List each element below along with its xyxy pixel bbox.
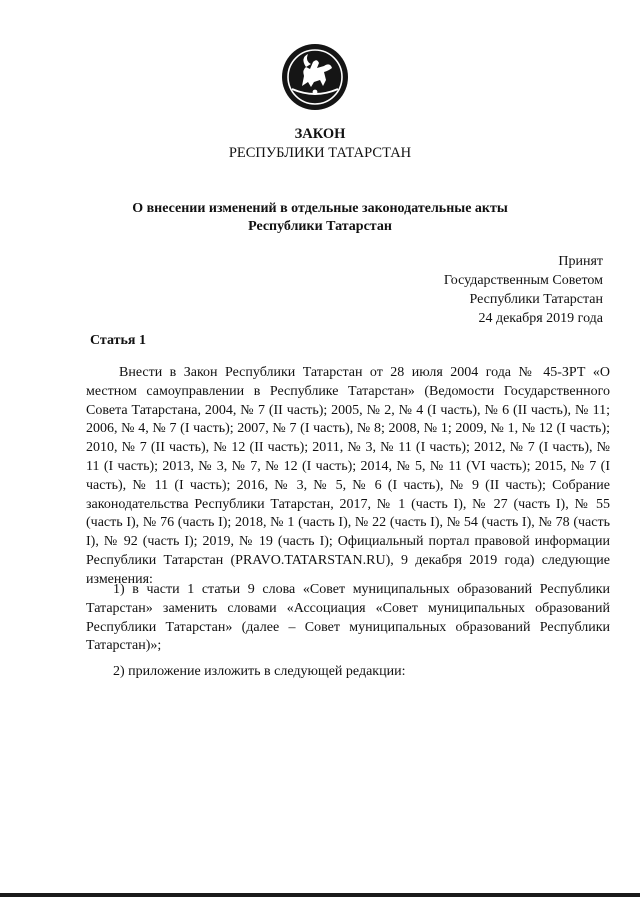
republic-title: РЕСПУБЛИКИ ТАТАРСТАН — [228, 145, 412, 161]
article-item-2: 2) приложение изложить в следующей редакции: — [113, 664, 406, 679]
law-title: ЗАКОН — [294, 126, 346, 142]
adoption-date: 24 декабря 2019 года — [478, 311, 603, 326]
article-item-1: 1) в части 1 статьи 9 слова «Совет муниципальных образований Республики Татарстан» заменить словами «Ассоциация «Совет муниципальных образований Республики Татарстан» (далее – Совет муниципальных образований Республики Татарстан)»; — [86, 582, 610, 654]
law-subject — [40, 200, 600, 236]
subject-line-2: Республики Татарстан — [248, 219, 392, 234]
article-paragraph: Внести в Закон Республики Татарстан от 28 июля 2004 года № 45-ЗРТ «О местном самоуправлении в Республике Татарстан» (Ведомости Государственного Совета Татарстана, 2004, № 7 (II часть); 2005, № 2, № 4 (I часть), № 6 (II часть), № 11; 2006, № 4, № 7 (I часть); 2007, № 7 (I часть), № 8; 2008, № 1; 2009, № 1, № 12 (I часть); 2010, № 7 (II часть), № 12 (II часть); 2011, № 3, № 11 (I часть); 2012, № 7 (I часть), № 11 (I часть); 2013, № 3, № 7, № 12 (I часть); 2014, № 5, № 11 (VI часть); 2015, № 7 (I часть), № 11 (I часть); 2016, № 3, № 5, № 6 (I часть), № 9 (II часть); Собрание законодательства Республики Татарстан, 2017, № 1 (часть I), № 27 (часть I), № 55 (часть I), № 76 (часть I); 2018, № 1 (часть I), № 22 (часть I), № 54 (часть I), № 78 (часть I), № 92 (часть I); 2019, № 19 (часть I); Официальный портал правовой информации Республики Татарстан (PRAVO.TATARSTAN.RU), 9 декабря 2019 года) следующие изменения: — [86, 365, 610, 587]
adoption-line-2: Государственным Советом — [443, 273, 603, 288]
adoption-line-3: Республики Татарстан — [469, 292, 603, 307]
article-heading: Статья 1 — [90, 333, 146, 348]
coat-of-arms-icon — [280, 42, 350, 112]
subject-line-1: О внесении изменений в отдельные законодательные акты — [132, 201, 508, 216]
scan-edge-line — [0, 893, 640, 897]
adoption-line-1: Принят — [558, 254, 603, 269]
adoption-block — [444, 252, 603, 328]
